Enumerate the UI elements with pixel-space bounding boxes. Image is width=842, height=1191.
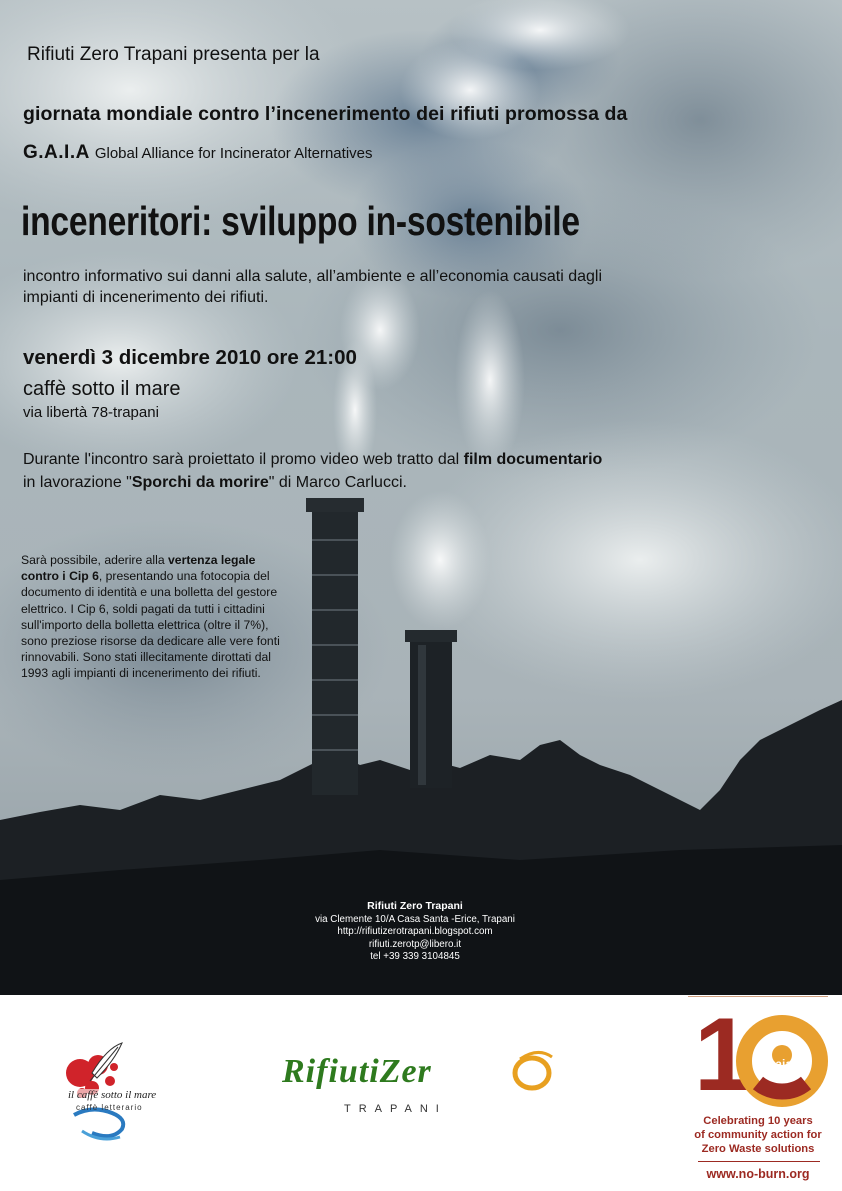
gaia-line	[23, 142, 373, 164]
contact-address: via Clemente 10/A Casa Santa -Erice, Trapani	[315, 914, 515, 926]
legal-text-1: Sarà possibile, aderire alla	[21, 553, 169, 567]
description-line-2: impianti di incenerimento dei rifiuti.	[23, 289, 269, 306]
gaia-caption-1: Celebrating 10 years	[703, 1115, 813, 1127]
contact-phone: tel +39 339 3104845	[370, 950, 460, 962]
zero-swirl-icon	[508, 1045, 558, 1095]
event-venue: caffè sotto il mare	[23, 378, 181, 400]
gaia-full-name: Global Alliance for Incinerator Alternatives	[94, 145, 373, 162]
event-address: via libertà 78-trapani	[23, 404, 159, 421]
event-date: venerdì 3 dicembre 2010 ore 21:00	[23, 346, 357, 369]
legal-bold: vertenza legale contro i Cip 6	[21, 553, 256, 584]
rifiuti-zero-wordmark: RifiutiZer	[282, 1053, 432, 1090]
screening-text-2: in lavorazione "	[23, 474, 132, 491]
gaia-number-one: 1	[694, 997, 752, 1113]
caffe-logo-line1: il caffè sotto il mare	[68, 1089, 157, 1101]
chimney-short	[405, 630, 457, 788]
contact-block	[290, 900, 540, 963]
contact-name: Rifiuti Zero Trapani	[367, 900, 463, 912]
gaia-10-years-logo	[688, 997, 833, 1187]
description-line-1: incontro informativo sui danni alla salute, all’ambiente e all’economia causati dagli	[23, 268, 602, 285]
logo-footer	[0, 995, 842, 1191]
caffe-logo-line2: caffè letterario	[76, 1103, 143, 1112]
gaia-divider	[698, 1161, 820, 1162]
legal-text-2: , presentando una fotocopia del documento di identità e una bolletta del gestore elettrico. I Cip 6, soldi pagati da tutti i cittadini sull'importo della bolletta elettrica (oltre il 7%), sono preziose risorse da dedicare alle vere fonti rinnovabili. Sono stati illecitamente dirottati dal 1993 agli impianti di incenerimento dei rifiuti.	[21, 569, 280, 681]
contact-email[interactable]: rifiuti.zerotp@libero.it	[368, 938, 462, 950]
screening-film-title: Sporchi da morire	[131, 474, 269, 491]
world-day-line: giornata mondiale contro l’incenerimento dei rifiuti promossa da	[23, 103, 628, 125]
screening-text-1: Durante l'incontro sarà proiettato il promo video web tratto dal	[23, 451, 464, 468]
rifiuti-zero-logo	[282, 1045, 572, 1125]
event-description	[23, 266, 723, 308]
screening-note	[23, 448, 743, 494]
caffe-sotto-il-mare-logo	[52, 1033, 182, 1153]
gaia-website[interactable]: www.no-burn.org	[706, 1167, 810, 1181]
gaia-caption-2: of community action for	[694, 1129, 822, 1141]
chimney-tall	[306, 498, 364, 795]
gaia-name: gaia	[768, 1057, 793, 1071]
intro-line: Rifiuti Zero Trapani presenta per la	[27, 44, 320, 65]
screening-bold-1: film documentario	[463, 451, 603, 468]
legal-action-note	[21, 552, 296, 682]
gaia-abbreviation: G.A.I.A	[23, 142, 90, 163]
rifiuti-zero-subtitle: TRAPANI	[344, 1103, 447, 1115]
contact-url[interactable]: http://rifiutizerotrapani.blogspot.com	[337, 926, 493, 938]
gaia-caption-3: Zero Waste solutions	[701, 1143, 815, 1155]
gaia-top-rule	[688, 996, 828, 997]
page-title: inceneritori: sviluppo in-sostenibile	[21, 198, 580, 244]
screening-text-3: " di Marco Carlucci.	[268, 474, 407, 491]
